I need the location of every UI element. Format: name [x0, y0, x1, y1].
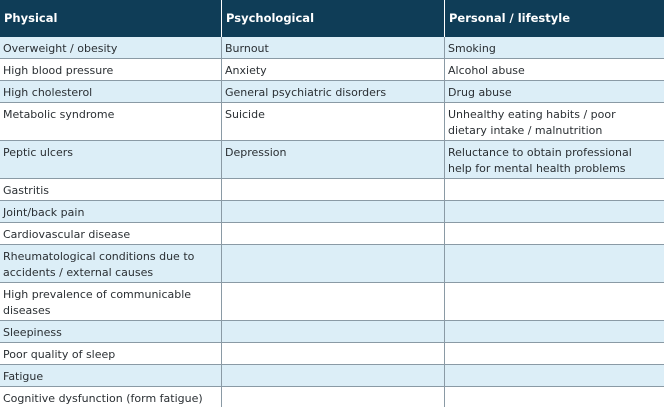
table-row: [0, 179, 664, 201]
cell-personal: [445, 179, 664, 200]
cell-psychological: General psychiatric disorders: [222, 81, 445, 102]
header-physical: Physical: [0, 0, 222, 37]
header-personal-lifestyle: Personal / lifestyle: [449, 11, 571, 25]
cell-personal: Alcohol abuse: [448, 64, 525, 77]
table-row: [0, 103, 664, 141]
cell-physical: High prevalence of communicable diseases: [0, 283, 222, 320]
cell-personal: [445, 201, 664, 222]
cell-psychological: [222, 343, 445, 364]
table-row: [0, 343, 664, 365]
table-header: [0, 0, 664, 37]
cell-physical: Cognitive dysfunction (form fatigue): [0, 387, 222, 407]
table-row: [0, 245, 664, 283]
cell-personal: [445, 321, 664, 342]
cell-physical: Overweight / obesity: [0, 37, 222, 58]
cell-physical: Metabolic syndrome: [0, 103, 222, 140]
header-psychological: Psychological: [222, 0, 445, 37]
cell-physical: Joint/back pain: [0, 201, 222, 222]
table-row: [0, 37, 664, 59]
cell-personal: [445, 283, 664, 320]
cell-personal: [445, 343, 664, 364]
cell-psychological: [222, 387, 445, 407]
cell-psychological: Burnout: [222, 37, 445, 58]
cell-personal: Drug abuse: [448, 86, 512, 99]
cell-personal: [445, 365, 664, 386]
cell-physical: Sleepiness: [0, 321, 222, 342]
table-row: [0, 321, 664, 343]
cell-psychological: [222, 179, 445, 200]
cell-psychological: Depression: [222, 141, 445, 178]
cell-physical: Poor quality of sleep: [0, 343, 222, 364]
cell-physical: High cholesterol: [0, 81, 222, 102]
cell-psychological: Suicide: [222, 103, 445, 140]
cell-psychological: [222, 223, 445, 244]
table-row: [0, 201, 664, 223]
cell-physical: Rheumatological conditions due to accidents / external causes: [0, 245, 222, 282]
cell-personal: [445, 245, 664, 282]
cell-psychological: Anxiety: [222, 59, 445, 80]
cell-psychological: [222, 245, 445, 282]
table-row: [0, 223, 664, 245]
table-row: [0, 387, 664, 407]
cell-psychological: [222, 201, 445, 222]
cell-physical: Cardiovascular disease: [0, 223, 222, 244]
table-row: [0, 81, 664, 103]
cell-psychological: [222, 283, 445, 320]
cell-personal: Reluctance to obtain professional help for mental health problems: [448, 146, 632, 175]
cell-physical: Fatigue: [0, 365, 222, 386]
cell-psychological: [222, 365, 445, 386]
table-row: [0, 283, 664, 321]
table-row: [0, 59, 664, 81]
cell-personal: [445, 223, 664, 244]
table-row: [0, 141, 664, 179]
cell-personal: Smoking: [448, 42, 496, 55]
cell-psychological: [222, 321, 445, 342]
table-row: [0, 365, 664, 387]
cell-physical: High blood pressure: [0, 59, 222, 80]
cell-personal: [445, 387, 664, 407]
cell-personal: Unhealthy eating habits / poor dietary intake / malnutrition: [448, 108, 616, 137]
cell-physical: Gastritis: [0, 179, 222, 200]
cell-physical: Peptic ulcers: [0, 141, 222, 178]
